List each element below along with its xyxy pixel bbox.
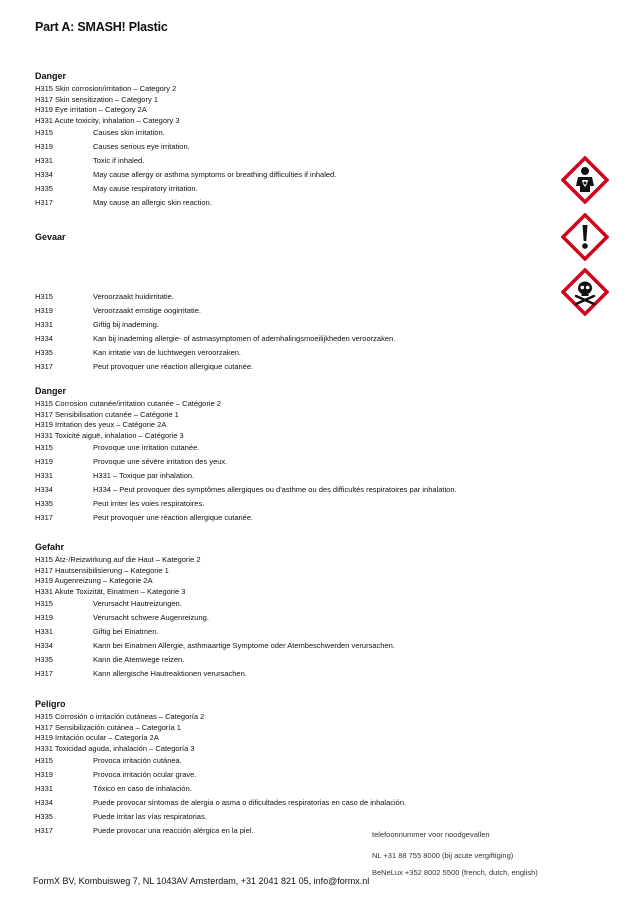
statement-code: H334 xyxy=(35,334,53,343)
statement-code: H335 xyxy=(35,812,53,821)
statement-text: Peut irriter les voies respiratoires. xyxy=(93,499,205,508)
statement-text: H331 – Toxique par inhalation. xyxy=(93,471,195,480)
section-heading: Gefahr xyxy=(35,542,65,552)
statement-code: H317 xyxy=(35,362,53,371)
statement-text: Veroorzaakt ernstige oogirritatie. xyxy=(93,306,201,315)
statement-code: H319 xyxy=(35,770,53,779)
hazard-class-line: H319 Irritación ocular – Categoría 2A xyxy=(35,733,159,742)
hazard-statement xyxy=(35,290,555,304)
hazard-class-line: H319 Augenreizung – Kategorie 2A xyxy=(35,576,153,585)
statement-code: H319 xyxy=(35,142,53,151)
statement-text: Kan bij inademing allergie- of astmasymptomen of ademhalingsmoeilijkheden veroorzaken. xyxy=(93,334,396,343)
hazard-statement xyxy=(35,441,555,455)
hazard-class-line: H331 Akute Toxizität, Einatmen – Kategorie 3 xyxy=(35,586,186,596)
hazard-class-line: H319 Eye irritation – Category 2A xyxy=(35,105,147,114)
hazard-statement xyxy=(35,810,555,824)
statement-text: Veroorzaakt huidirritatie. xyxy=(93,292,174,301)
hazard-statement xyxy=(35,455,555,469)
hazard-statement xyxy=(35,182,555,196)
section-heading: Peligro xyxy=(35,699,66,709)
statement-code: H331 xyxy=(35,320,53,329)
hazard-statement xyxy=(35,483,555,497)
hazard-class-line: H331 Toxicité aiguë, inhalation – Catégorie 3 xyxy=(35,430,184,440)
section-german xyxy=(35,542,555,681)
statement-code: H335 xyxy=(35,348,53,357)
hazard-statement xyxy=(35,754,555,768)
statement-text: Kann allergische Hautreaktionen verursachen. xyxy=(93,669,247,678)
statement-text: Provoque une irritation cutanée. xyxy=(93,443,200,452)
statement-code: H315 xyxy=(35,443,53,452)
statement-text: Peut provoquer une réaction allergique cutanée. xyxy=(93,513,254,522)
statement-text: Verursacht Hautreizungen. xyxy=(93,599,182,608)
hazard-statement xyxy=(35,304,555,318)
statement-text: Provoca irritación cutánea. xyxy=(93,756,182,765)
statement-code: H319 xyxy=(35,306,53,315)
statement-code: H317 xyxy=(35,669,53,678)
emergency-title: telefoonnummer voor noodgevallen xyxy=(372,830,490,839)
statement-code: H319 xyxy=(35,613,53,622)
statement-code: H331 xyxy=(35,156,53,165)
health-hazard-icon xyxy=(561,156,609,204)
statement-code: H334 xyxy=(35,485,53,494)
hazard-class-line: H317 Hautsensibilisierung – Kategorie 1 xyxy=(35,565,169,575)
statement-code: H331 xyxy=(35,627,53,636)
hazard-class-line: H317 Sensibilisation cutanée – Catégorie 1 xyxy=(35,409,179,419)
hazard-statement xyxy=(35,611,555,625)
hazard-statement xyxy=(35,497,555,511)
section-english xyxy=(35,71,555,210)
section-dutch-statements xyxy=(35,290,555,374)
hazard-statement xyxy=(35,332,555,346)
statement-text: H334 – Peut provoquer des symptômes allergiques ou d'asthme ou des difficultés respiratoires par inhalation. xyxy=(93,485,457,494)
statement-code: H335 xyxy=(35,184,53,193)
hazard-statement xyxy=(35,168,555,182)
hazard-statement xyxy=(35,318,555,332)
statement-code: H335 xyxy=(35,499,53,508)
statement-text: Causes skin irritation. xyxy=(93,128,165,137)
statement-code: H315 xyxy=(35,756,53,765)
hazard-statement xyxy=(35,768,555,782)
statement-code: H334 xyxy=(35,798,53,807)
hazard-statement xyxy=(35,469,555,483)
statement-code: H317 xyxy=(35,826,53,835)
section-spanish xyxy=(35,699,555,838)
footer-address: FormX BV, Kombuisweg 7, NL 1043AV Amsterdam, +31 2041 821 05, info@formx.nl xyxy=(33,876,370,886)
statement-text: Verursacht schwere Augenreizung. xyxy=(93,613,209,622)
statement-text: May cause respiratory irritation. xyxy=(93,184,198,193)
statement-text: Puede provocar una reacción alérgica en la piel. xyxy=(93,826,254,835)
hazard-class-line: H319 Irritation des yeux – Catégorie 2A xyxy=(35,420,167,429)
statement-text: Giftig bij inademing. xyxy=(93,320,159,329)
section-french xyxy=(35,386,555,525)
hazard-statement xyxy=(35,196,555,210)
hazard-class-line: H317 Sensibilización cutánea – Categoría 1 xyxy=(35,722,181,732)
statement-code: H315 xyxy=(35,292,53,301)
hazard-statement xyxy=(35,511,555,525)
section-dutch xyxy=(35,232,555,245)
hazard-class-line: H315 Corrosión o irritación cutáneas – Categoría 2 xyxy=(35,712,205,721)
hazard-class-line: H315 Ätz-/Reizwirkung auf die Haut – Kategorie 2 xyxy=(35,555,201,564)
statement-text: Provoca irritación ocular grave. xyxy=(93,770,197,779)
statement-text: Puede provocar síntomas de alergia o asma o dificultades respiratorias en caso de inhalación. xyxy=(93,798,407,807)
statement-text: Toxic if inhaled. xyxy=(93,156,145,165)
statement-text: Kann bei Einatmen Allergie, asthmaartige Symptome oder Atembeschwerden verursachen. xyxy=(93,641,395,650)
hazard-statement xyxy=(35,126,555,140)
statement-text: Peut provoquer une réaction allergique cutanée. xyxy=(93,362,254,371)
hazard-statement xyxy=(35,796,555,810)
hazard-statement xyxy=(35,360,555,374)
statement-text: Kan irritatie van de luchtwegen veroorzaken. xyxy=(93,348,242,357)
statement-text: Kann die Atemwege reizen. xyxy=(93,655,185,664)
hazard-statement xyxy=(35,346,555,360)
statement-code: H315 xyxy=(35,599,53,608)
statement-code: H334 xyxy=(35,641,53,650)
hazard-statement xyxy=(35,597,555,611)
hazard-class-line: H331 Acute toxicity, inhalation – Category 3 xyxy=(35,115,180,125)
hazard-statement xyxy=(35,782,555,796)
hazard-statement xyxy=(35,154,555,168)
hazard-class-line: H317 Skin sensitization – Category 1 xyxy=(35,94,158,104)
statement-text: Provoque une sévère irritation des yeux. xyxy=(93,457,228,466)
statement-text: Giftig bei Einatmen. xyxy=(93,627,159,636)
page-title: Part A: SMASH! Plastic xyxy=(35,20,168,34)
statement-code: H334 xyxy=(35,170,53,179)
section-heading: Danger xyxy=(35,71,67,81)
statement-code: H319 xyxy=(35,457,53,466)
statement-text: Tóxico en caso de inhalación. xyxy=(93,784,192,793)
hazard-statement xyxy=(35,625,555,639)
section-heading: Danger xyxy=(35,386,67,396)
statement-code: H317 xyxy=(35,198,53,207)
hazard-statement xyxy=(35,653,555,667)
skull-crossbones-icon xyxy=(561,268,609,316)
exclamation-mark-icon xyxy=(561,213,609,261)
hazard-statement xyxy=(35,140,555,154)
statement-code: H317 xyxy=(35,513,53,522)
hazard-class-line: H315 Skin corrosion/irritation – Category 2 xyxy=(35,84,177,93)
emergency-contacts xyxy=(372,829,538,884)
statement-code: H315 xyxy=(35,128,53,137)
hazard-class-line: H331 Toxicidad aguda, inhalación – Categoría 3 xyxy=(35,743,195,753)
statement-code: H335 xyxy=(35,655,53,664)
section-heading: Gevaar xyxy=(35,232,66,242)
hazard-statement xyxy=(35,667,555,681)
statement-code: H331 xyxy=(35,784,53,793)
statement-code: H331 xyxy=(35,471,53,480)
statement-text: May cause allergy or asthma symptoms or breathing difficulties if inhaled. xyxy=(93,170,337,179)
statement-text: Puede irritar las vías respiratorias. xyxy=(93,812,207,821)
hazard-statement xyxy=(35,639,555,653)
emergency-nl: NL +31 88 755 8000 (bij acute vergiftiging) xyxy=(372,851,514,860)
statement-text: May cause an allergic skin reaction. xyxy=(93,198,212,207)
statement-text: Causes serious eye irritation. xyxy=(93,142,190,151)
hazard-class-line: H315 Corrosion cutanée/irritation cutanée – Catégorie 2 xyxy=(35,399,221,408)
emergency-benelux: BeNeLux +352 8002 5500 (french, dutch, english) xyxy=(372,868,538,877)
